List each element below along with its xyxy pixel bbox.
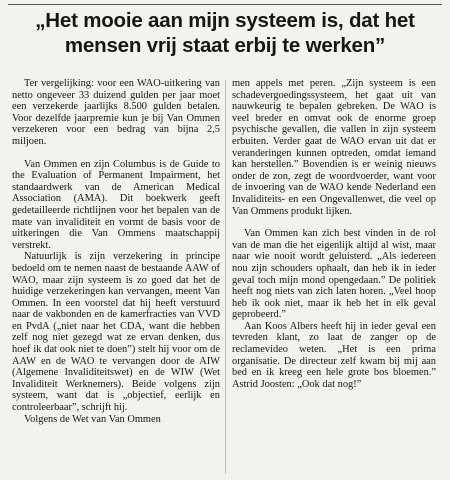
paragraph: Volgens de Wet van Van Ommen: [24, 413, 161, 425]
article-headline: „Het mooie aan mijn systeem is, dat het mensen vrij staat erbij te werken”: [35, 9, 415, 57]
column-divider: [225, 80, 226, 474]
right-column: [232, 78, 436, 390]
paragraph: Ter vergelijking: voor een WAO-uitkering van netto ongeveer 33 duizend gulden per jaar moet een verzekerde jaarlijks 8.500 gulden betalen. Voor dezelfde jaarpremie kun je bij Van Ommen verzekeren voor een bedrag van bijna 2,5 miljoen.: [12, 78, 220, 147]
paragraph: Van Ommen en zijn Columbus is de Guide to the Evaluation of Permanent Impairment, het standaardwerk van de American Medical Association (AMA). Dit boekwerk geeft gedetailleerde richtlijnen voor het bepalen van de mate van invaliditeit en vormt de basis voor de uitkeringen die Van Ommens maatschappij verstrekt.: [12, 158, 220, 251]
paragraph: Van Ommen kan zich best vinden in de rol van de man die het eigenlijk altijd al wist, maar naar wie nooit wordt geluisterd. „Als iedereen nou zijn schouders ophaalt, dan heb ik in ieder geval toch mijn mond opengedaan.” De politiek heeft nog niets van zich laten horen. „Veel hoop heb ik ook niet, maar ik heb het in elk geval geprobeerd.”: [232, 228, 436, 321]
paragraph: Aan Koos Albers heeft hij in ieder geval een tevreden klant, zo laat de zanger op de reclamevideo weten. „Het is een prima organisatie. De directeur zelf kwam bij mij aan bed en ik kreeg een hele grote bos bloemen.” Astrid Joosten: „Ook dat nog!”: [232, 320, 436, 390]
paragraph: Natuurlijk is zijn verzekering in principe bedoeld om te nemen naast de bestaande AAW of WAO, maar zijn systeem is zo goed dat het de huidige verzekeringen kan vervangen, meent Van Ommen. In een voorstel dat hij heeft verstuurd naar de vakbonden en de kamerfracties van VVD en PvdA („niet naar het CDA, want die hebben zelf nog niet gezegd wat ze ervan denken, dus hoef ik dat ook niet te doen”) stelt hij voor om de AAW en de WAO te vervangen door de AIW (Algemene Invaliditeitswet) en de WIW (Wet Invaliditeit Werknemers). Beide volgens zijn systeem, want dat is „objectief, eerlijk en controleerbaar”, schrijft hij.: [12, 251, 220, 414]
left-column: [12, 78, 220, 425]
paragraph: men appels met peren. „Zijn systeem is een schadevergoedingssysteem, het gaat uit van nauwkeurig te bepalen gebreken. De WAO is veel breder en omvat ook de enorme groep psychische gevallen, die vallen in zijn systeem erbuiten. Verder gaat de WAO ervan uit dat er veranderingen kunnen optreden, omdat iemand kan herstellen.” Bovendien is er weinig nieuws onder de zon, zegt de woordvoerder, want voor de invoering van de WAO kende Nederland een Invaliditeits- en een Ongevallenwet, die veel op Van Ommens produkt lijken.: [232, 78, 436, 217]
top-rule: [8, 4, 442, 5]
